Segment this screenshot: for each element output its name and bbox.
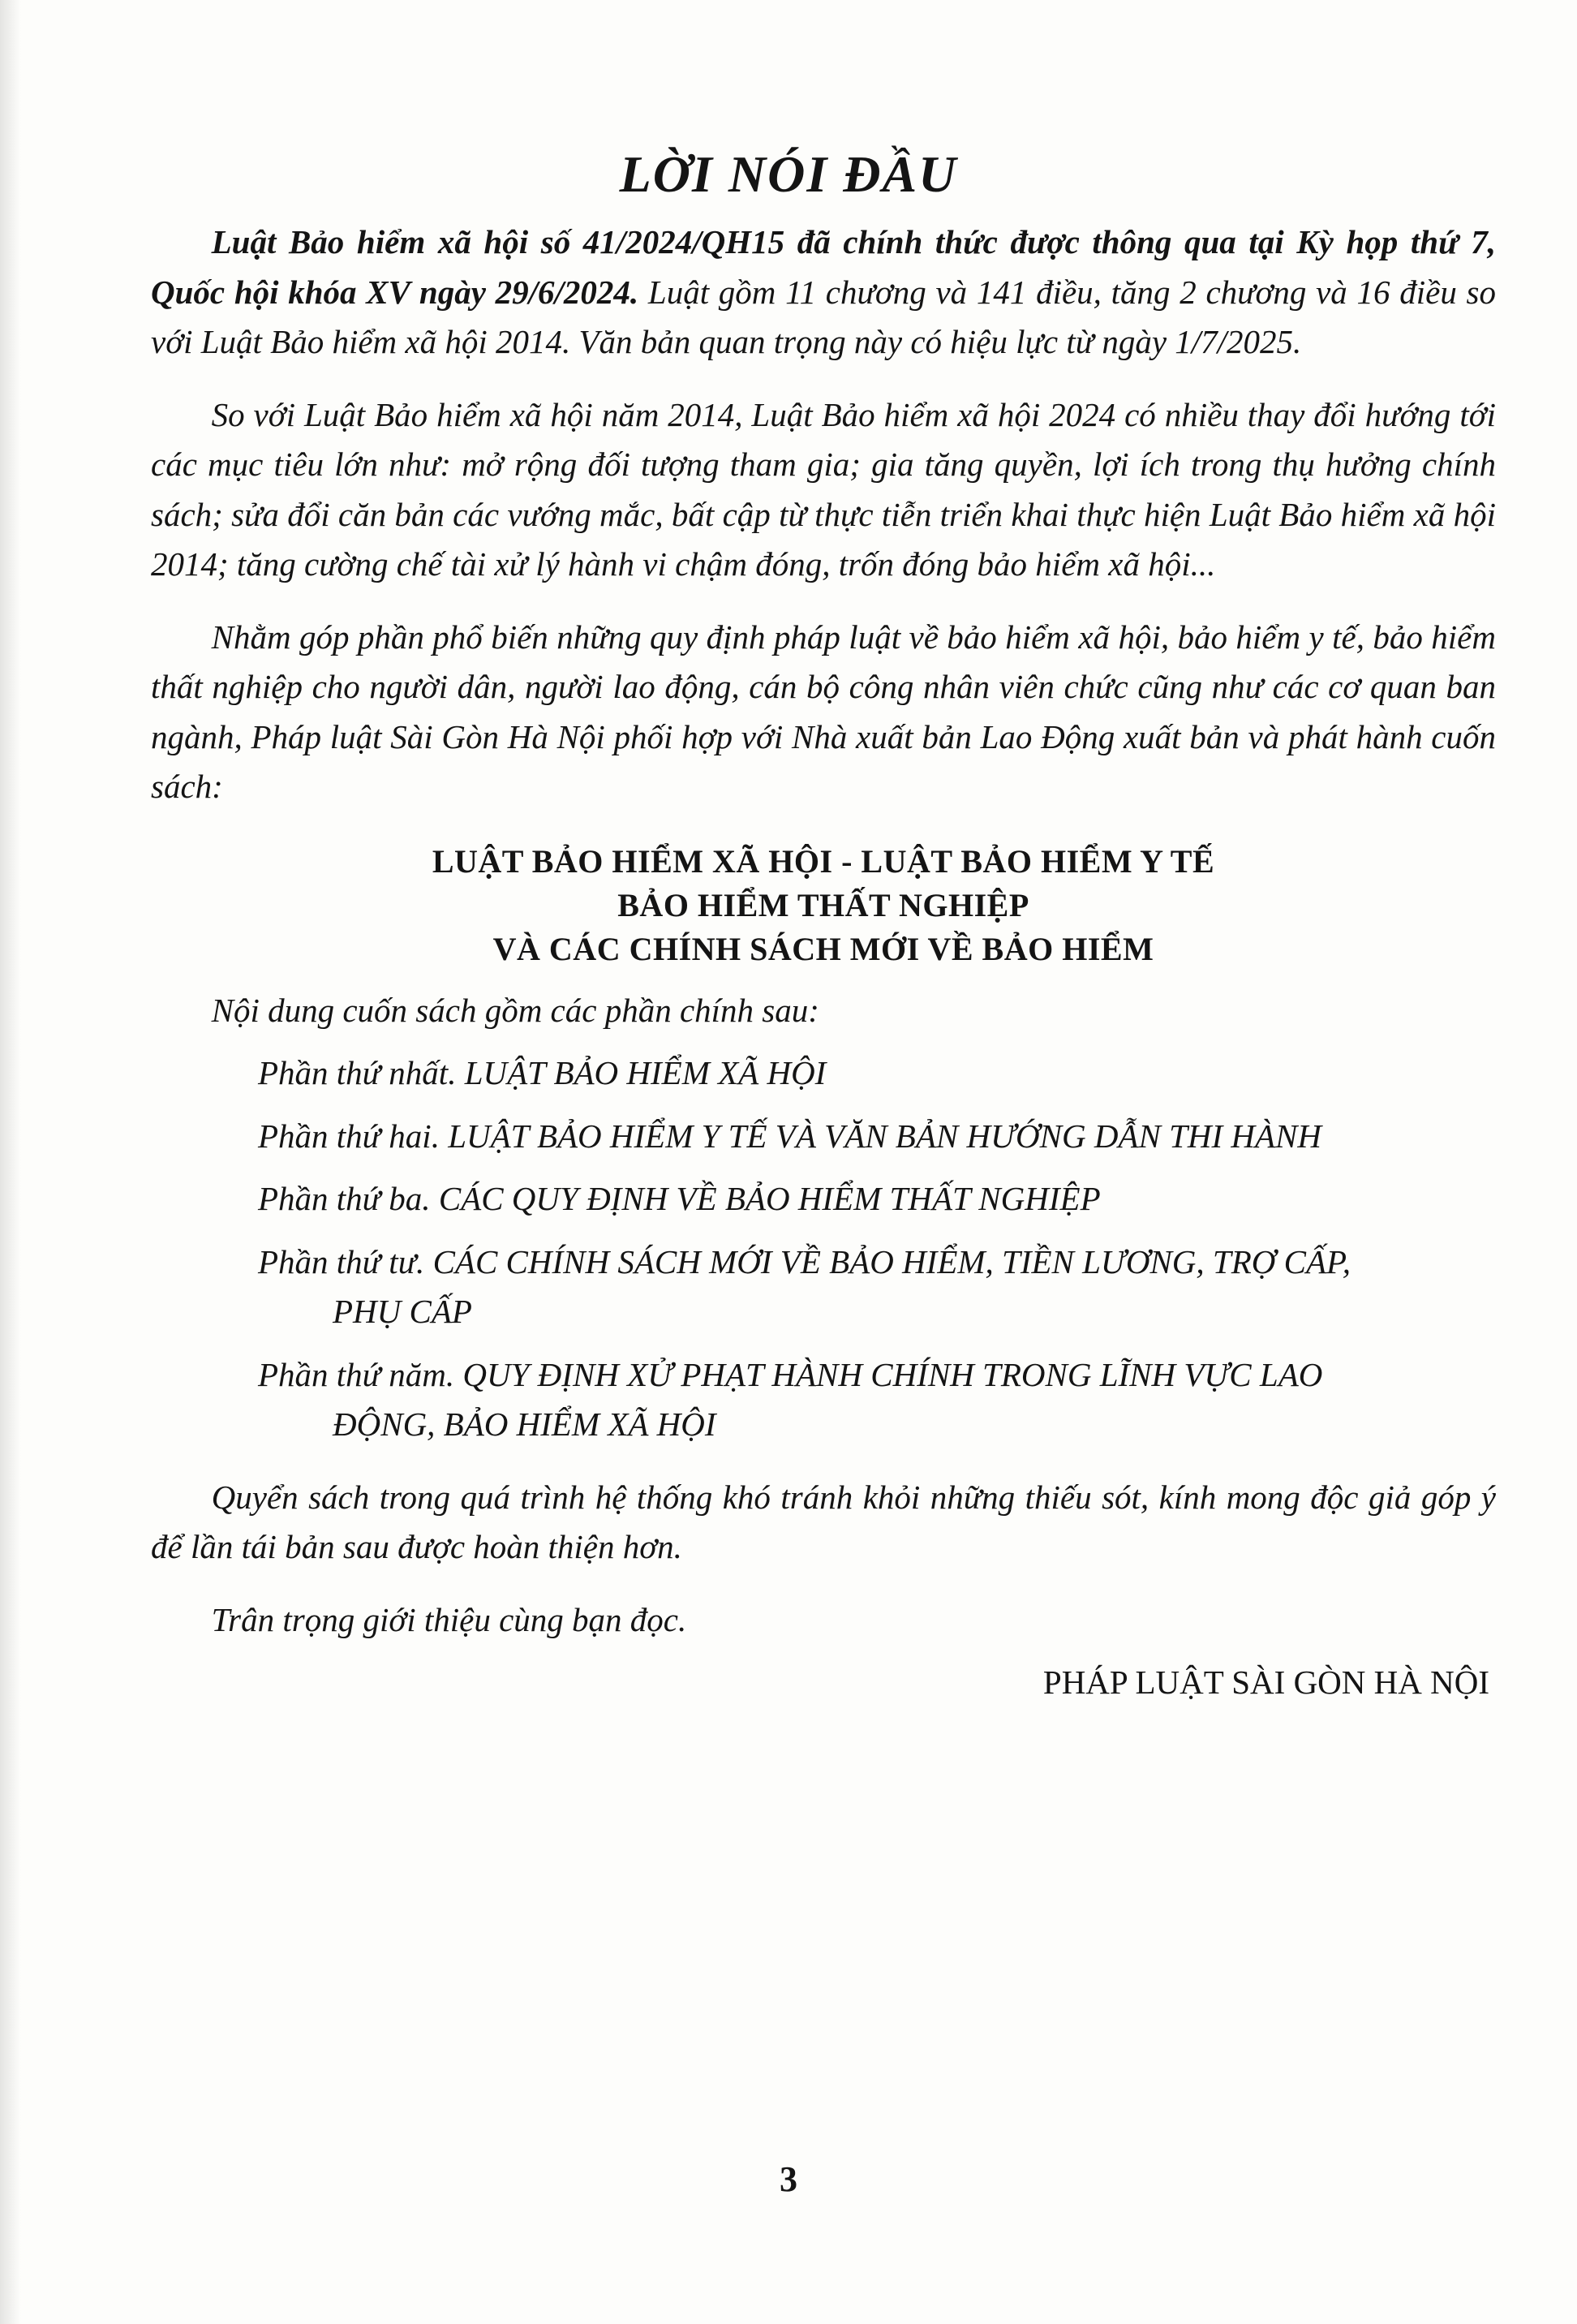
part-label: Phần thứ tư. xyxy=(258,1242,425,1280)
part-label: Phần thứ ba. xyxy=(258,1180,431,1217)
parts-intro: Nội dung cuốn sách gồm các phần chính sau: xyxy=(211,991,819,1029)
paragraph-1-rest: Luật gồm 11 chương và 141 điều, tăng 2 chương và 16 điều so với Luật Bảo hiểm xã hội 2014. Văn bản quan trọng này có hiệu lực từ ngày 1/7/2025. xyxy=(151,273,1496,360)
book-title xyxy=(151,840,1496,971)
part-text: LUẬT BẢO HIỂM Y TẾ VÀ VĂN BẢN HƯỚNG DẪN THI HÀNH xyxy=(448,1117,1321,1155)
part-text: CÁC QUY ĐỊNH VỀ BẢO HIỂM THẤT NGHIỆP xyxy=(438,1180,1101,1217)
page-number: 3 xyxy=(780,2159,797,2199)
paragraph-3: Nhằm góp phần phổ biến những quy định pháp luật về bảo hiểm xã hội, bảo hiểm y tế, bảo hiểm thất nghiệp cho người dân, người lao động, cán bộ công nhân viên chức cũng như các cơ quan ban ngành, Pháp luật Sài Gòn Hà Nội phối hợp với Nhà xuất bản Lao Động xuất bản và phát hành cuốn sách: xyxy=(151,618,1496,805)
part-item-3 xyxy=(151,1174,1496,1224)
part-item-2 xyxy=(151,1112,1496,1162)
part-text-continued: ĐỘNG, BẢO HIỂM XÃ HỘI xyxy=(333,1405,716,1443)
book-title-line-2: BẢO HIỂM THẤT NGHIỆP xyxy=(617,886,1029,923)
book-title-line-1: LUẬT BẢO HIỂM XÃ HỘI - LUẬT BẢO HIỂM Y TẾ xyxy=(432,842,1215,880)
paragraph-1 xyxy=(151,217,1496,368)
signature: PHÁP LUẬT SÀI GÒN HÀ NỘI xyxy=(1042,1663,1489,1701)
part-text-continued: PHỤ CẤP xyxy=(333,1293,472,1330)
paragraph-1-bold: Luật Bảo hiểm xã hội số 41/2024/QH15 đã chính thức được thông qua tại Kỳ họp thứ 7, Quốc hội khóa XV ngày 29/6/2024. xyxy=(151,223,1496,311)
page-gutter-shadow xyxy=(0,0,21,2324)
paragraph-2: So với Luật Bảo hiểm xã hội năm 2014, Luật Bảo hiểm xã hội 2024 có nhiều thay đổi hướng tới các mục tiêu lớn như: mở rộng đối tượng tham gia; gia tăng quyền, lợi ích trong thụ hưởng chính sách; sửa đổi căn bản các vướng mắc, bất cập từ thực tiễn triển khai thực hiện Luật Bảo hiểm xã hội 2014; tăng cường chế tài xử lý hành vi chậm đóng, trốn đóng bảo hiểm xã hội... xyxy=(151,395,1496,583)
preface-body xyxy=(151,217,1496,1708)
part-label: Phần thứ năm. xyxy=(258,1355,455,1393)
page-title: LỜI NÓI ĐẦU xyxy=(619,145,958,203)
part-label: Phần thứ nhất. xyxy=(258,1054,457,1091)
book-title-line-3: VÀ CÁC CHÍNH SÁCH MỚI VỀ BẢO HIỂM xyxy=(492,930,1154,967)
part-item-4 xyxy=(151,1237,1496,1337)
part-text: QUY ĐỊNH XỬ PHẠT HÀNH CHÍNH TRONG LĨNH VỰC LAO xyxy=(462,1355,1323,1393)
regards-line: Trân trọng giới thiệu cùng bạn đọc. xyxy=(211,1600,687,1638)
part-text: LUẬT BẢO HIỂM XÃ HỘI xyxy=(464,1054,827,1091)
part-text: CÁC CHÍNH SÁCH MỚI VỀ BẢO HIỂM, TIỀN LƯƠNG, TRỢ CẤP, xyxy=(432,1242,1351,1280)
closing-paragraph: Quyển sách trong quá trình hệ thống khó tránh khỏi những thiếu sót, kính mong độc giả góp ý để lần tái bản sau được hoàn thiện hơn. xyxy=(151,1478,1496,1565)
part-item-5 xyxy=(151,1350,1496,1450)
part-label: Phần thứ hai. xyxy=(258,1117,440,1155)
part-item-1 xyxy=(151,1048,1496,1099)
